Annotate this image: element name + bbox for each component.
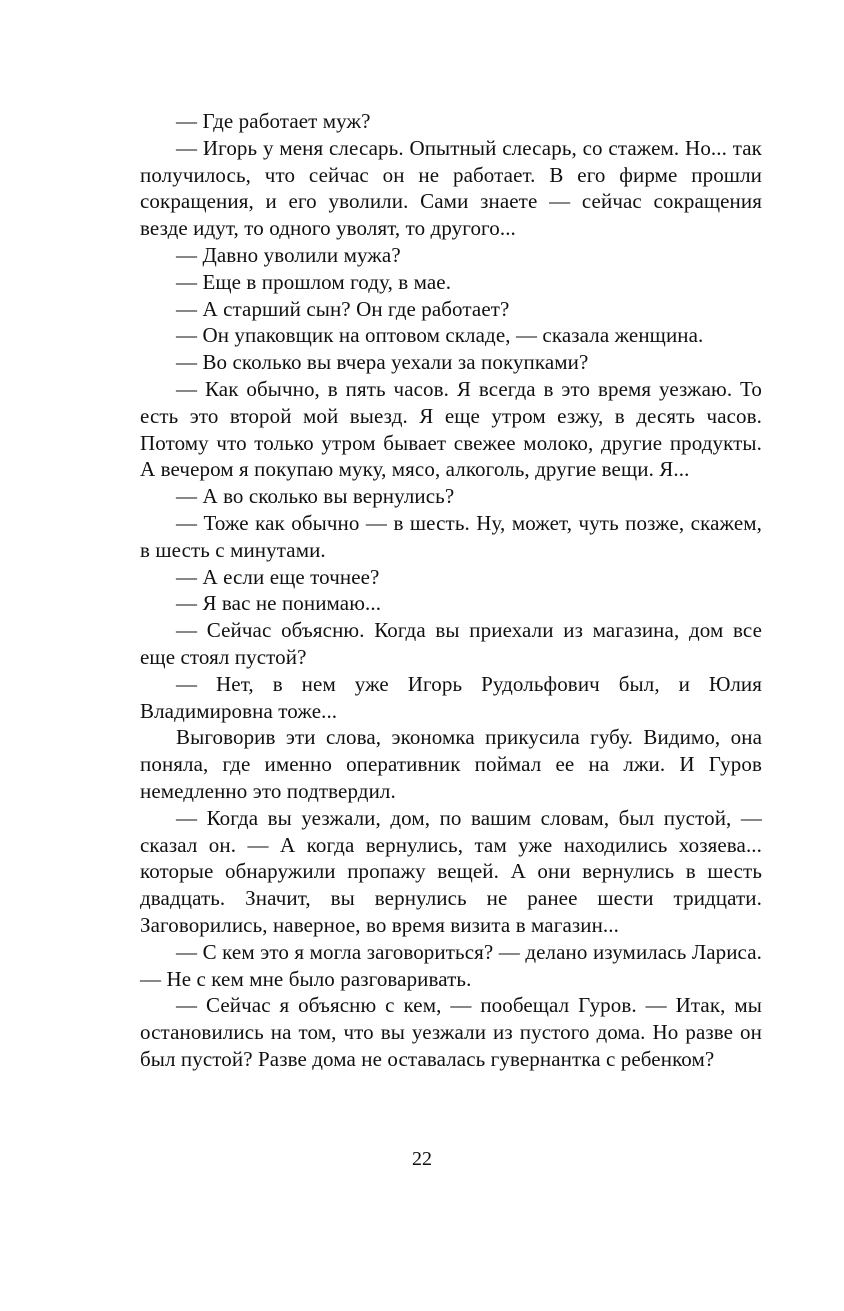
paragraph: — Сейчас объясню. Когда вы приехали из магазина, дом все еще стоял пустой? bbox=[140, 618, 762, 669]
paragraph: — Давно уволили мужа? bbox=[176, 242, 401, 267]
paragraph: — Я вас не понимаю... bbox=[176, 591, 382, 616]
paragraph: — А во сколько вы вернулись? bbox=[176, 484, 455, 509]
paragraph: Выговорив эти слова, экономка прикусила губу. Видимо, она поняла, где именно оперативник поймал ее на лжи. И Гуров немедленно это подтвердил. bbox=[140, 725, 762, 803]
paragraph: — Сейчас я объясню с кем, — пообещал Гуров. — Итак, мы остановились на том, что вы уезжали из пустого дома. Но разве он был пустой? Разве дома не оставалась гувернантка с ребенком? bbox=[140, 993, 762, 1071]
paragraph: — Нет, в нем уже Игорь Рудольфович был, и Юлия Владимировна тоже... bbox=[140, 671, 762, 723]
paragraph: — С кем это я могла заговориться? — делано изумилась Лариса. — Не с кем мне было разговаривать. bbox=[140, 939, 762, 991]
paragraph: — Когда вы уезжали, дом, по вашим словам, был пустой, — сказал он. — А когда вернулись, там уже находились хозяева... которые обнаружили пропажу вещей. А они вернулись в шесть двадцать. Значит, вы вернулись не ранее шести тридцати. Заговорились, наверное, во время визита в магазин... bbox=[140, 805, 762, 937]
paragraph: — Где работает муж? bbox=[176, 109, 371, 133]
text-block bbox=[140, 108, 762, 1073]
paragraph: — Как обычно, в пять часов. Я всегда в это время уезжаю. То есть это второй мой выезд. Я еще утром езжу, в десять часов. Потому что только утром бывает свежее молоко, другие продукты. А вечером я покупаю муку, мясо, алкоголь, другие вещи. Я... bbox=[140, 376, 762, 482]
paragraph: — Еще в прошлом году, в мае. bbox=[176, 269, 452, 294]
paragraph: — Он упаковщик на оптовом складе, — сказала женщина. bbox=[176, 323, 704, 348]
paragraph: — Игорь у меня слесарь. Опытный слесарь, со стажем. Но... так получилось, что сейчас он не работает. В его фирме прошли сокращения, и его уволили. Сами знаете — сейчас сокращения везде идут, то одного уволят, то другого... bbox=[140, 135, 762, 241]
paragraph: — Во сколько вы вчера уехали за покупками? bbox=[176, 350, 589, 375]
paragraph: — Тоже как обычно — в шесть. Ну, может, чуть позже, скажем, в шесть с минутами. bbox=[140, 510, 762, 562]
paragraph: — А если еще точнее? bbox=[176, 564, 380, 589]
paragraph: — А старший сын? Он где работает? bbox=[176, 296, 510, 321]
page-number: 22 bbox=[412, 1148, 432, 1170]
